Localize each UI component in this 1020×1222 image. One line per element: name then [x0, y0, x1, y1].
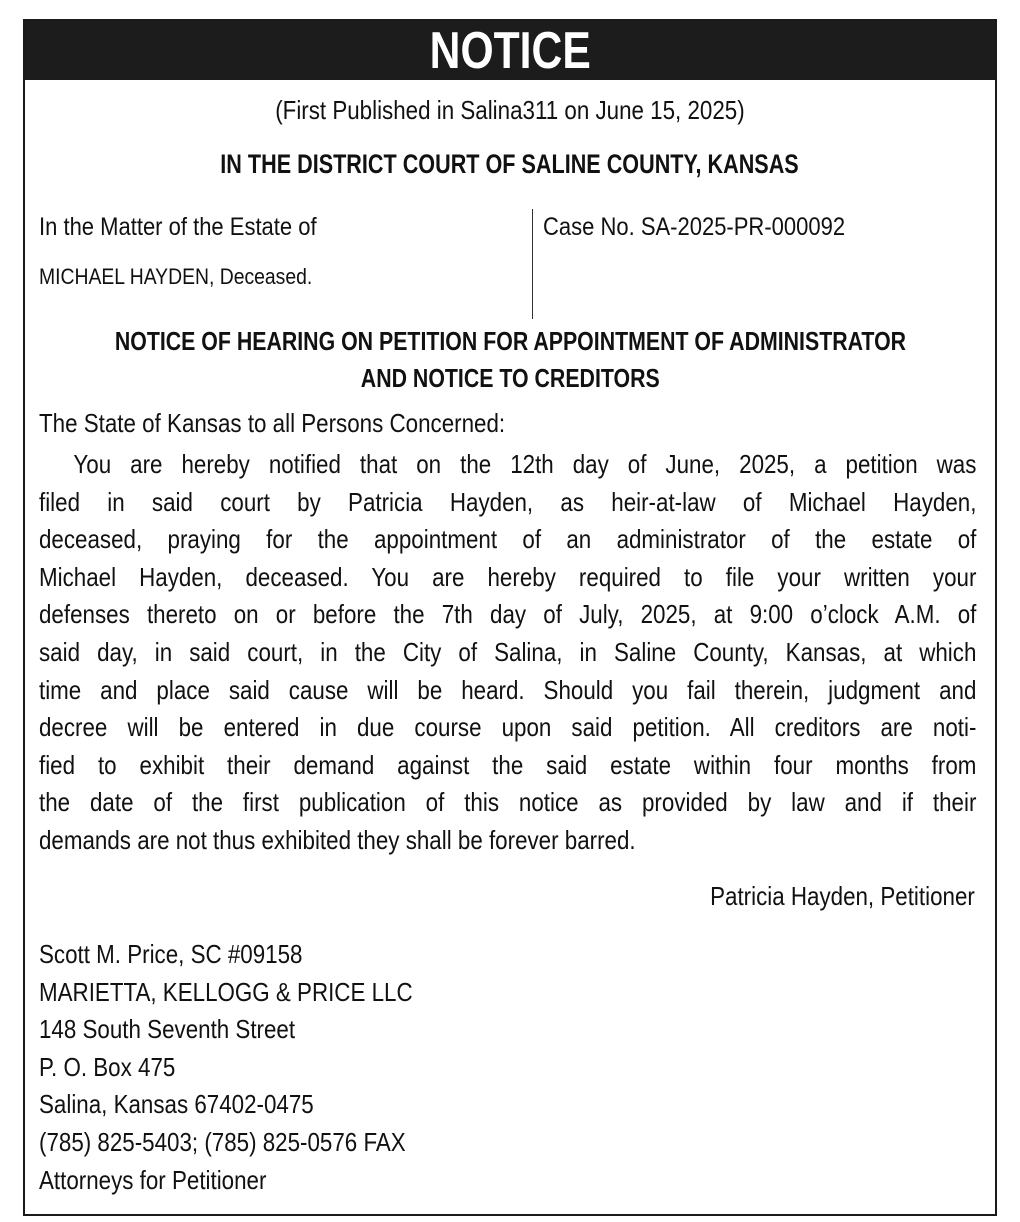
notice-title: NOTICE — [429, 21, 591, 80]
body-line: time and place said cause will be heard. Should you fail therein, judgment and — [39, 674, 977, 705]
case-number: Case No. SA-2025-PR-000092 — [543, 213, 846, 241]
body-line: You are hereby notified that on the 12th day of June, 2025, a petition was — [73, 449, 977, 479]
body-line: defenses thereto on or before the 7th day of July, 2025, at 9:00 o’clock A.M. of — [39, 599, 977, 630]
body-line: the date of the first publication of this notice as provided by law and if their — [39, 787, 977, 818]
petitioner-signature: Patricia Hayden, Petitioner — [710, 881, 975, 911]
body-line: said day, in said court, in the City of Salina, in Saline County, Kansas, at which — [39, 636, 977, 667]
body-line: demands are not thus exhibited they shall be forever barred. — [39, 824, 636, 855]
notice-body — [39, 446, 976, 860]
estate-matter: In the Matter of the Estate of — [39, 213, 317, 241]
attorney-po-box: P. O. Box 475 — [39, 1051, 176, 1082]
case-caption-left — [39, 213, 529, 290]
attorney-role: Attorneys for Petitioner — [39, 1164, 267, 1195]
heading-line-2: AND NOTICE TO CREDITORS — [360, 363, 660, 393]
notice-banner — [25, 21, 995, 80]
body-line: decree will be entered in due course upon said petition. All creditors are noti- — [39, 712, 977, 743]
attorney-firm: MARIETTA, KELLOGG & PRICE LLC — [39, 976, 413, 1007]
heading-line-1: NOTICE OF HEARING ON PETITION FOR APPOINTMENT OF ADMINISTRATOR — [114, 326, 906, 356]
body-line: Michael Hayden, deceased. You are hereby required to file your written your — [39, 561, 977, 592]
attorney-street: 148 South Seventh Street — [39, 1014, 296, 1045]
attorney-phone: (785) 825-5403; (785) 825-0576 FAX — [39, 1126, 406, 1157]
notice-heading — [25, 323, 995, 397]
decedent-name: MICHAEL HAYDEN, Deceased. — [39, 264, 313, 289]
publication-line: (First Published in Salina311 on June 15, 2025) — [275, 95, 745, 125]
body-line: fied to exhibit their demand against the said estate within four months from — [39, 749, 977, 780]
salutation: The State of Kansas to all Persons Concerned: — [39, 408, 506, 438]
body-line: deceased, praying for the appointment of an administrator of the estate of — [39, 524, 977, 555]
attorney-city: Salina, Kansas 67402-0475 — [39, 1089, 314, 1120]
legal-notice — [23, 19, 997, 1216]
caption-divider — [532, 209, 533, 319]
attorney-name: Scott M. Price, SC #09158 — [39, 939, 303, 969]
court-name: IN THE DISTRICT COURT OF SALINE COUNTY, KANSAS — [220, 149, 800, 179]
body-line: filed in said court by Patricia Hayden, as heir-at-law of Michael Hayden, — [39, 486, 977, 517]
attorney-block — [39, 936, 413, 1199]
